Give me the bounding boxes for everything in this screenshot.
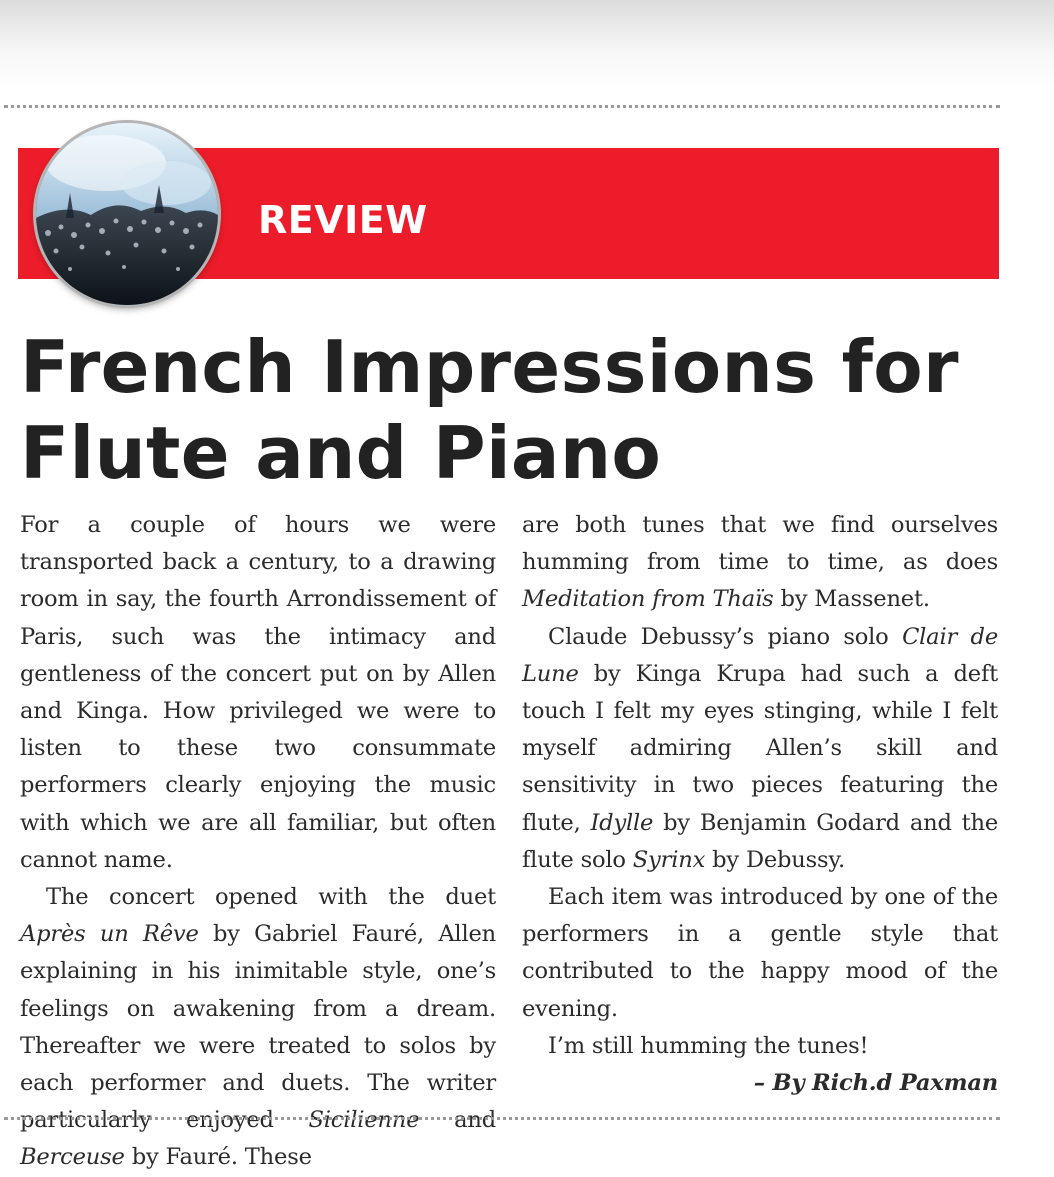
paragraph-6: I’m still humming the tunes!: [548, 1032, 869, 1059]
paragraph-5: Each item was introduced by one of the performers in a gentle style that contributed to the happy mood of the evening.: [522, 884, 998, 1022]
text-run: by Debussy.: [705, 846, 845, 873]
text-run: by Gabriel Fauré, Allen explaining in his inimitable style, one’s feelings on awakening from a dream. Thereafter we were treated to solos by each performer and duets. The writer particularly enjoyed: [20, 921, 497, 1134]
piece-title: Syrinx: [632, 846, 706, 873]
paragraph-4: [522, 619, 998, 879]
headline-line-2: Flute and Piano: [20, 411, 662, 495]
piece-title: Après un Rêve: [20, 921, 199, 948]
left-text-column: [20, 507, 496, 1177]
text-run: by Benjamin Godard and the flute solo: [522, 809, 998, 873]
text-run: by Massenet.: [773, 586, 930, 613]
piece-title: Idylle: [590, 809, 654, 836]
concert-crowd-photo: [36, 123, 218, 305]
author-byline: – By Rich.d Paxman: [753, 1070, 998, 1097]
text-run: The concert opened with the duet: [46, 884, 496, 911]
section-label: REVIEW: [258, 198, 428, 242]
piece-title: Meditation from Thaïs: [522, 586, 774, 613]
paragraph-2: [20, 879, 496, 1177]
page-top-shading: [0, 0, 1054, 90]
headline-line-1: French Impressions for: [20, 325, 959, 409]
text-run: and: [419, 1107, 496, 1134]
paragraph-1: For a couple of hours we were transported back a century, to a drawing room in say, the fourth Arrondissement of Paris, such was the intimacy and gentleness of the concert put on by Allen and Kinga. How privileged we were to listen to these two consummate performers clearly enjoying the music with which we are all familiar, but often cannot name.: [20, 512, 496, 873]
text-run: by Kinga Krupa had such a deft touch I felt my eyes stinging, while I felt myself admiring Allen’s skill and sensitivity in two pieces featuring the flute,: [522, 660, 998, 836]
article-headline: [20, 324, 1030, 496]
bottom-dotted-rule: [4, 1117, 1000, 1120]
text-run: by Fauré. These: [124, 1144, 312, 1171]
piece-title: Clair de Lune: [522, 623, 998, 687]
piece-title: Berceuse: [20, 1144, 125, 1171]
crowd-image: [36, 123, 218, 305]
text-run: Claude Debussy’s piano solo: [548, 623, 903, 650]
top-dotted-rule: [4, 105, 1000, 108]
text-run: are both tunes that we find ourselves humming from time to time, as does: [522, 512, 998, 576]
paragraph-3: [522, 507, 998, 619]
right-text-column: [522, 507, 998, 1102]
piece-title: Sicilienne: [308, 1107, 420, 1134]
